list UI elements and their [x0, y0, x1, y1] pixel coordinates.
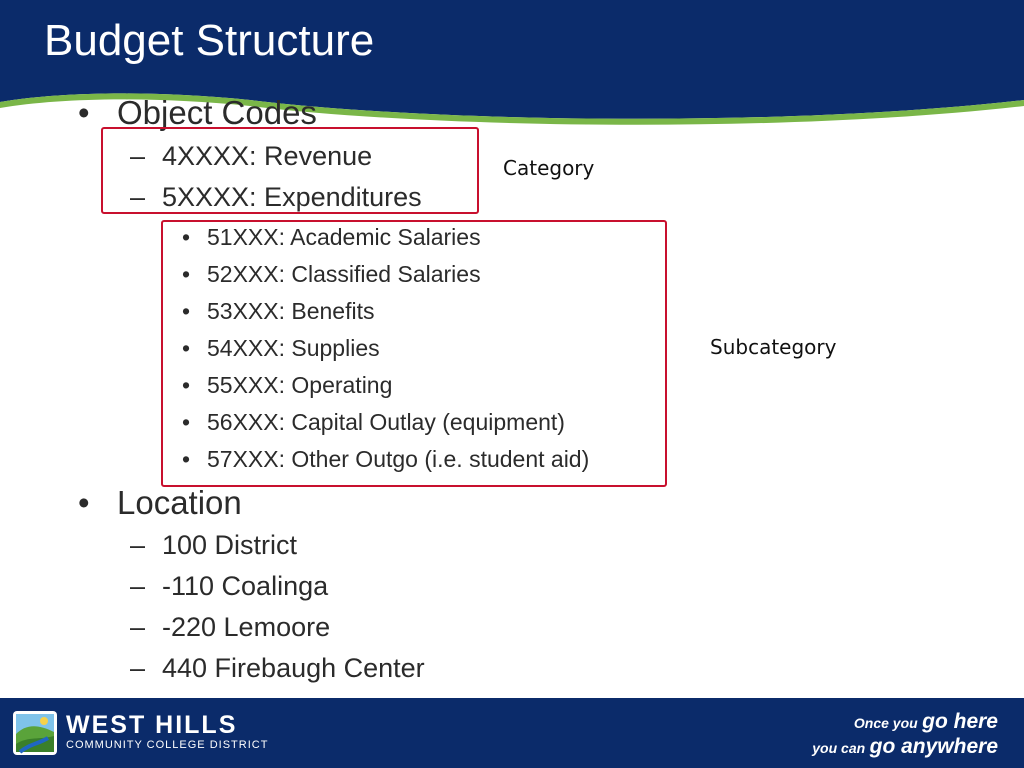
- location-item: -110 Coalinga: [162, 571, 329, 601]
- footer-bar: [0, 698, 1024, 768]
- subcategory-highlight-box: [161, 220, 667, 487]
- category-item: 4XXXX: Revenue: [162, 141, 373, 171]
- location-item: 100 District: [162, 530, 298, 560]
- subcategory-item: 57XXX: Other Outgo (i.e. student aid): [207, 446, 590, 472]
- location-heading: Location: [117, 484, 242, 521]
- subcategory-item: 53XXX: Benefits: [207, 298, 375, 324]
- bullet-mark: •: [182, 261, 191, 287]
- subcategory-item: 52XXX: Classified Salaries: [207, 261, 481, 287]
- bullet-mark: •: [182, 335, 191, 361]
- bullet-mark: •: [78, 94, 90, 131]
- subcategory-item: 55XXX: Operating: [207, 372, 393, 398]
- bullet-mark: •: [182, 372, 191, 398]
- bullet-mark: •: [182, 298, 191, 324]
- subcategory-item: 56XXX: Capital Outlay (equipment): [207, 409, 565, 435]
- tagline-big-2: go anywhere: [869, 735, 998, 758]
- category-item: 5XXXX: Expenditures: [162, 182, 422, 212]
- dash-mark: –: [130, 571, 146, 601]
- dash-mark: –: [130, 182, 146, 212]
- tagline-small-2: you can: [812, 740, 866, 756]
- tagline-small-1: Once you: [853, 715, 918, 731]
- tagline: [812, 710, 998, 760]
- logo-name: WEST HILLS: [66, 711, 238, 739]
- dash-mark: –: [130, 612, 146, 642]
- slide-title: Budget Structure: [44, 16, 375, 65]
- bullet-mark: •: [78, 484, 90, 521]
- bullet-mark: •: [182, 446, 191, 472]
- subcategory-label: Subcategory: [710, 335, 837, 359]
- bullet-mark: •: [182, 224, 191, 250]
- location-item: -220 Lemoore: [162, 612, 331, 642]
- dash-mark: –: [130, 530, 146, 560]
- dash-mark: –: [130, 653, 146, 683]
- object-codes-heading: Object Codes: [117, 94, 317, 131]
- bullet-mark: •: [182, 409, 191, 435]
- logo-subtitle: COMMUNITY COLLEGE DISTRICT: [66, 739, 269, 751]
- dash-mark: –: [130, 141, 146, 171]
- subcategory-item: 54XXX: Supplies: [207, 335, 380, 361]
- location-item: 440 Firebaugh Center: [162, 653, 425, 683]
- category-highlight-box: [101, 127, 479, 214]
- subcategory-item: 51XXX: Academic Salaries: [207, 224, 481, 250]
- west-hills-logo-icon: [12, 710, 58, 756]
- category-label: Category: [503, 156, 595, 180]
- logo-wordmark: [66, 712, 268, 752]
- tagline-big-1: go here: [922, 710, 998, 733]
